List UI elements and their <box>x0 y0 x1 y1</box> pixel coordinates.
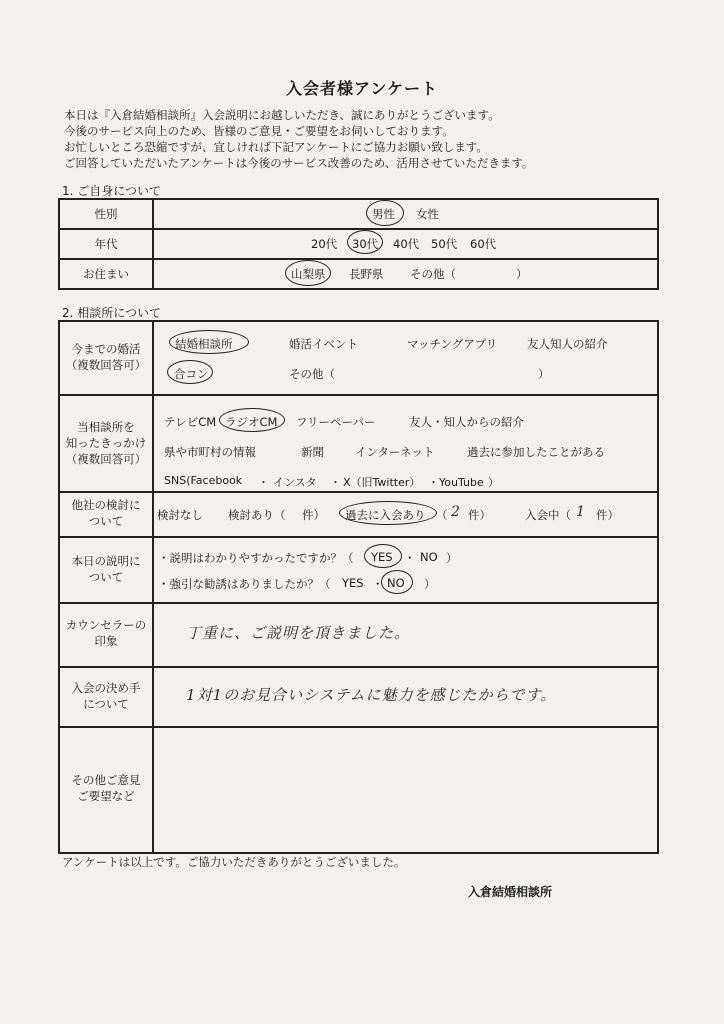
age-30-circle <box>347 230 383 254</box>
others-past-open: （ <box>436 508 448 522</box>
explanation-q1-yes-circle <box>364 544 402 568</box>
counselor-label <box>60 617 152 649</box>
history-marriage-agency-circle <box>169 330 249 354</box>
others-current-count[interactable]: 1 <box>576 504 585 520</box>
explanation-q2-no-circle <box>381 570 413 594</box>
trigger-label-line3: （複数回答可） <box>65 452 147 466</box>
trigger-radio[interactable]: ラジオCM <box>225 415 278 429</box>
section2-row-sep <box>58 491 659 493</box>
section2-row-sep <box>58 666 659 668</box>
section1-divider <box>152 198 154 290</box>
trigger-label-line2: 知ったきっかけ <box>65 436 147 450</box>
explanation-q1-yes[interactable]: YES <box>371 550 393 564</box>
history-marriage-agency[interactable]: 結婚相談所 <box>175 337 233 351</box>
age-label: 年代 <box>94 237 118 251</box>
trigger-radio-circle <box>219 408 285 432</box>
decision-answer[interactable]: 1対1のお見合いシステムに魅力を感じたからです。 <box>186 686 557 704</box>
gender-label: 性別 <box>94 207 118 221</box>
trigger-label <box>60 419 152 467</box>
explanation-q2-sep: ・ <box>372 577 384 591</box>
residence-other-close: ） <box>516 267 528 281</box>
trigger-sep-2: ・ <box>330 476 341 489</box>
others-label <box>60 497 152 529</box>
age-option-60[interactable]: 60代 <box>470 237 497 251</box>
page-title: 入会者様アンケート <box>285 79 439 98</box>
explanation-q2: ・強引な勧誘はありましたか？（ <box>158 577 331 591</box>
others-current-unit: 件） <box>596 508 619 522</box>
others-none[interactable]: 検討なし <box>157 508 203 522</box>
signature: 入倉結婚相談所 <box>468 885 553 899</box>
trigger-newspaper[interactable]: 新聞 <box>301 445 324 459</box>
history-other[interactable]: その他（ <box>289 367 335 381</box>
age-option-30[interactable]: 30代 <box>352 237 379 251</box>
explanation-q2-close: ） <box>424 577 436 591</box>
residence-other[interactable]: その他（ <box>410 267 456 281</box>
history-goukon[interactable]: 合コン <box>174 367 209 381</box>
history-event[interactable]: 婚活イベント <box>289 337 358 351</box>
trigger-sns[interactable]: SNS(Facebook <box>164 474 243 487</box>
trigger-freepaper[interactable]: フリーペーパー <box>296 415 376 429</box>
trigger-sns-close: ） <box>488 476 499 489</box>
history-label <box>60 341 152 373</box>
intro-line-2: 今後のサービス向上のため、皆様のご意見・ご要望をお伺いしております。 <box>64 124 454 138</box>
trigger-instagram[interactable]: インスタ <box>273 476 317 489</box>
others-past-circle <box>339 501 437 525</box>
trigger-internet[interactable]: インターネット <box>355 445 435 459</box>
section1-row-sep <box>58 258 659 260</box>
trigger-tv[interactable]: テレビCM <box>164 415 217 429</box>
intro-line-1: 本日は『入倉結婚相談所』入会説明にお越しいただき、誠にありがとうございます。 <box>64 108 500 122</box>
explanation-q2-yes[interactable]: YES <box>342 576 364 590</box>
history-other-close: ） <box>538 367 550 381</box>
intro-line-3: お忙しいところ恐縮ですが、宜しければ下記アンケートにご協力お願い致します。 <box>64 140 488 154</box>
counselor-label-line2: 印象 <box>94 634 118 648</box>
section2-row-sep <box>58 536 659 538</box>
others-label-line1: 他社の検討に <box>71 498 141 512</box>
counselor-answer[interactable]: 丁重に、ご説明を頂きました。 <box>186 624 411 642</box>
explanation-label <box>60 553 152 585</box>
history-label-line1: 今までの婚活 <box>71 342 141 356</box>
trigger-sep-1: ・ <box>258 476 269 489</box>
comments-label-line2: ご要望など <box>77 789 135 803</box>
others-considered[interactable]: 検討あり（ <box>228 508 286 522</box>
trigger-youtube[interactable]: ・YouTube <box>428 476 484 489</box>
others-current[interactable]: 入会中（ <box>525 508 571 522</box>
counselor-label-line1: カウンセラーの <box>65 618 147 632</box>
trigger-municipal[interactable]: 県や市町村の情報 <box>164 445 256 459</box>
residence-label: お住まい <box>83 267 129 281</box>
history-goukon-circle <box>167 360 213 384</box>
explanation-q1: ・説明はわかりやすかったですか？（ <box>158 551 354 565</box>
others-past-count[interactable]: 2 <box>451 504 460 520</box>
others-past-unit: 件） <box>468 508 491 522</box>
explanation-q1-sep: ・ <box>404 551 416 565</box>
others-label-line2: ついて <box>88 514 124 528</box>
gender-male-circle <box>366 200 404 226</box>
others-considered-unit: 件） <box>302 508 325 522</box>
section2-row-sep <box>58 602 659 604</box>
gender-female[interactable]: 女性 <box>416 207 439 221</box>
history-app[interactable]: マッチングアプリ <box>407 337 498 351</box>
explanation-label-line1: 本日の説明に <box>71 554 141 568</box>
trigger-x[interactable]: X（旧Twitter） <box>343 476 421 489</box>
section2-row-sep <box>58 394 659 396</box>
age-option-50[interactable]: 50代 <box>431 237 458 251</box>
explanation-label-line2: ついて <box>88 570 124 584</box>
explanation-q2-no[interactable]: NO <box>387 576 405 590</box>
others-past[interactable]: 過去に入会あり <box>345 508 426 522</box>
age-option-20[interactable]: 20代 <box>311 237 338 251</box>
residence-nagano[interactable]: 長野県 <box>349 267 384 281</box>
decision-label-line2: について <box>83 697 129 711</box>
section1-heading: 1. ご自身について <box>62 184 162 198</box>
residence-yamanashi-circle <box>285 260 331 286</box>
section2-heading: 2. 相談所について <box>62 306 162 320</box>
trigger-past[interactable]: 過去に参加したことがある <box>467 445 605 459</box>
footer-text: アンケートは以上です。ご協力いただきありがとうございました。 <box>62 855 406 869</box>
comments-label <box>60 772 152 804</box>
decision-label <box>60 680 152 712</box>
comments-label-line1: その他ご意見 <box>71 773 141 787</box>
history-label-line2: （複数回答可） <box>65 358 147 372</box>
section2-row-sep <box>58 726 659 728</box>
decision-label-line1: 入会の決め手 <box>71 681 141 695</box>
explanation-q1-no[interactable]: NO <box>420 550 438 564</box>
trigger-friend[interactable]: 友人・知人からの紹介 <box>409 415 524 429</box>
trigger-label-line1: 当相談所を <box>77 420 135 434</box>
section2-divider <box>152 320 154 854</box>
history-friend[interactable]: 友人知人の紹介 <box>527 337 608 351</box>
gender-male[interactable]: 男性 <box>372 207 395 221</box>
explanation-q1-close: ） <box>446 551 458 565</box>
intro-line-4: ご回答していただいたアンケートは今後のサービス改善のため、活用させていただきます。 <box>64 156 534 170</box>
residence-yamanashi[interactable]: 山梨県 <box>291 267 326 281</box>
age-option-40[interactable]: 40代 <box>393 237 420 251</box>
